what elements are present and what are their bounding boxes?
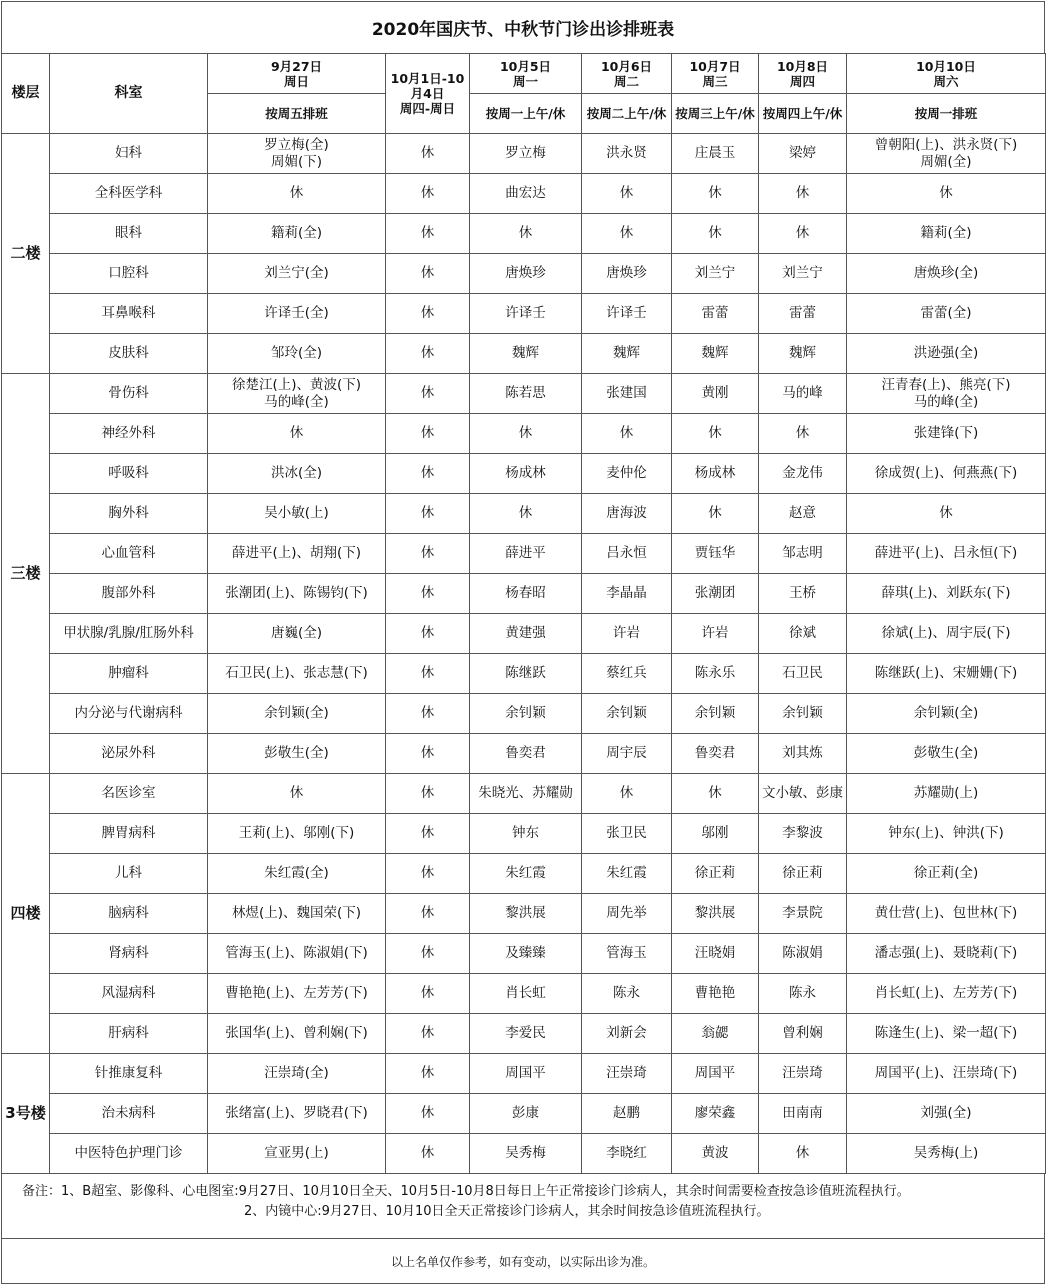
schedule-cell: 管海玉(上)、陈淑娟(下) [208,934,386,974]
schedule-cell: 石卫民 [759,654,847,694]
table-row [2,574,1046,614]
schedule-cell: 休 [386,494,470,534]
schedule-cell: 休 [386,654,470,694]
schedule-cell: 雷蕾 [672,294,759,334]
schedule-cell: 休 [672,774,759,814]
header-weekday: 周二 [613,73,639,89]
table-row [2,1094,1046,1134]
schedule-cell: 唐焕珍(全) [847,254,1046,294]
schedule-cell: 休 [759,174,847,214]
schedule-cell: 彭康 [470,1094,582,1134]
schedule-cell: 黄刚 [672,374,759,414]
schedule-cell: 张建锋(下) [847,414,1046,454]
schedule-cell: 休 [470,214,582,254]
schedule-cell: 汪晓娟 [672,934,759,974]
schedule-cell: 王桥 [759,574,847,614]
schedule-cell: 吴秀梅 [470,1134,582,1174]
header-date: 9月27日 [270,58,323,74]
table-row [2,814,1046,854]
floor-label: 3号楼 [2,1054,50,1174]
schedule-cell: 朱红霞(全) [208,854,386,894]
floor-label: 二楼 [2,134,50,374]
header-weekday: 周四-周日 [399,101,456,116]
schedule-cell: 休 [386,814,470,854]
schedule-cell: 朱晓光、苏耀勋 [470,774,582,814]
schedule-cell: 薛琪(上)、刘跃东(下) [847,574,1046,614]
header-date: 10月8日 [776,58,829,74]
schedule-cell: 张建国 [582,374,672,414]
header-col-6 [847,54,1046,94]
table-row [2,654,1046,694]
schedule-sheet [1,1,1045,1284]
schedule-cell: 张国华(上)、曾利娴(下) [208,1014,386,1054]
dept-name: 脾胃病科 [50,814,208,854]
schedule-cell: 休 [672,414,759,454]
schedule-cell: 休 [386,734,470,774]
header-weekday: 周六 [933,73,959,89]
dept-name: 呼吸科 [50,454,208,494]
dept-name: 口腔科 [50,254,208,294]
schedule-cell: 徐楚江(上)、黄波(下) 马的峰(全) [208,374,386,414]
schedule-cell: 张卫民 [582,814,672,854]
table-row [2,1134,1046,1174]
header-date: 10月6日 [600,58,653,74]
schedule-cell: 曾利娴 [759,1014,847,1054]
schedule-cell: 休 [470,414,582,454]
schedule-cell: 肖长虹(上)、左芳芳(下) [847,974,1046,1014]
schedule-cell: 赵鹏 [582,1094,672,1134]
schedule-cell: 陈永乐 [672,654,759,694]
schedule-cell: 徐成贺(上)、何燕燕(下) [847,454,1046,494]
schedule-cell: 陈继跃 [470,654,582,694]
schedule-cell: 潘志强(上)、聂晓莉(下) [847,934,1046,974]
schedule-cell: 休 [847,174,1046,214]
schedule-cell: 刘兰宁(全) [208,254,386,294]
dept-name: 风湿病科 [50,974,208,1014]
dept-name: 腹部外科 [50,574,208,614]
schedule-cell: 林煜(上)、魏国荣(下) [208,894,386,934]
schedule-cell: 蔡红兵 [582,654,672,694]
schedule-cell: 休 [386,454,470,494]
schedule-cell: 朱红霞 [470,854,582,894]
schedule-cell: 麦仲伦 [582,454,672,494]
schedule-cell: 籍莉(全) [208,214,386,254]
header-note: 按周三上午/休 [672,94,759,134]
schedule-cell: 李景院 [759,894,847,934]
table-row [2,214,1046,254]
table-row [2,694,1046,734]
schedule-cell: 休 [208,774,386,814]
header-dept: 科室 [50,54,208,134]
schedule-cell: 徐正莉 [759,854,847,894]
header-date: 10月7日 [689,58,741,74]
table-row [2,334,1046,374]
schedule-cell: 雷蕾(全) [847,294,1046,334]
schedule-cell: 曲宏达 [470,174,582,214]
table-row [2,894,1046,934]
schedule-cell: 休 [386,214,470,254]
schedule-cell: 陈永 [582,974,672,1014]
schedule-cell: 唐焕珍 [582,254,672,294]
schedule-cell: 苏耀勋(上) [847,774,1046,814]
header-weekday: 周四 [789,73,815,89]
header-note: 按周二上午/休 [582,94,672,134]
schedule-cell: 黎洪展 [672,894,759,934]
dept-name: 胸外科 [50,494,208,534]
schedule-cell: 罗立梅 [470,134,582,174]
dept-name: 皮肤科 [50,334,208,374]
schedule-cell: 休 [386,254,470,294]
schedule-cell: 周先举 [582,894,672,934]
schedule-cell: 休 [386,334,470,374]
table-row [2,134,1046,174]
schedule-cell: 汪崇琦 [759,1054,847,1094]
table-row [2,734,1046,774]
schedule-cell: 洪逊强(全) [847,334,1046,374]
header-date: 10月5日 [499,58,552,74]
schedule-cell: 休 [759,414,847,454]
schedule-cell: 吴秀梅(上) [847,1134,1046,1174]
schedule-cell: 王莉(上)、邬刚(下) [208,814,386,854]
header-col-1 [386,54,470,134]
header-col-3 [582,54,672,94]
schedule-cell: 周宇辰 [582,734,672,774]
schedule-cell: 周国平(上)、汪崇琦(下) [847,1054,1046,1094]
dept-name: 耳鼻喉科 [50,294,208,334]
schedule-cell: 休 [386,134,470,174]
table-row [2,534,1046,574]
schedule-cell: 钟东 [470,814,582,854]
header-col-4 [672,54,759,94]
schedule-cell: 周国平 [672,1054,759,1094]
schedule-cell: 鲁奕君 [672,734,759,774]
schedule-cell: 黄波 [672,1134,759,1174]
schedule-cell: 余钊颖(全) [847,694,1046,734]
schedule-cell: 薛进平(上)、胡翔(下) [208,534,386,574]
schedule-cell: 汪崇琦(全) [208,1054,386,1094]
schedule-cell: 杨春昭 [470,574,582,614]
schedule-cell: 休 [386,534,470,574]
dept-name: 肝病科 [50,1014,208,1054]
schedule-cell: 休 [386,374,470,414]
table-row [2,174,1046,214]
schedule-cell: 休 [386,1054,470,1094]
table-row [2,854,1046,894]
schedule-cell: 徐斌(上)、周宇辰(下) [847,614,1046,654]
schedule-cell: 休 [386,934,470,974]
schedule-cell: 肖长虹 [470,974,582,1014]
header-note: 按周五排班 [208,94,386,134]
schedule-cell: 唐巍(全) [208,614,386,654]
schedule-cell: 许译壬(全) [208,294,386,334]
table-row [2,934,1046,974]
schedule-cell: 休 [672,214,759,254]
schedule-cell: 休 [386,1014,470,1054]
schedule-cell: 休 [386,174,470,214]
table-row [2,494,1046,534]
schedule-cell: 余钊颖 [582,694,672,734]
schedule-cell: 余钊颖 [672,694,759,734]
schedule-cell: 洪永贤 [582,134,672,174]
schedule-cell: 庄晨玉 [672,134,759,174]
header-date: 10月1日-10月4日 [390,71,465,101]
schedule-cell: 魏辉 [470,334,582,374]
header-weekday: 周三 [702,73,728,89]
schedule-cell: 钟东(上)、钟洪(下) [847,814,1046,854]
schedule-cell: 黄建强 [470,614,582,654]
schedule-cell: 休 [386,774,470,814]
schedule-cell: 彭敬生(全) [208,734,386,774]
schedule-cell: 杨成林 [672,454,759,494]
schedule-cell: 休 [386,294,470,334]
schedule-cell: 余钊颖 [759,694,847,734]
schedule-cell: 余钊颖(全) [208,694,386,734]
schedule-cell: 薛进平(上)、吕永恒(下) [847,534,1046,574]
note-1: 备注：1、B超室、影像科、心电图室:9月27日、10月10日全天、10月5日-10月8日每日上午正常接诊门诊病人，其余时间需要检查按急诊值班流程执行。 [22,1184,910,1199]
table-row [2,1054,1046,1094]
schedule-cell: 汪青春(上)、熊亮(下) 马的峰(全) [847,374,1046,414]
header-note: 按周四上午/休 [759,94,847,134]
schedule-cell: 休 [208,414,386,454]
schedule-cell: 周国平 [470,1054,582,1094]
schedule-cell: 黎洪展 [470,894,582,934]
schedule-cell: 宣亚男(上) [208,1134,386,1174]
dept-name: 眼科 [50,214,208,254]
schedule-cell: 马的峰 [759,374,847,414]
floor-label: 四楼 [2,774,50,1054]
schedule-cell: 余钊颖 [470,694,582,734]
header-note: 按周一上午/休 [470,94,582,134]
schedule-cell: 徐正莉 [672,854,759,894]
table-row [2,374,1046,414]
schedule-cell: 黄仕营(上)、包世林(下) [847,894,1046,934]
schedule-cell: 翁勰 [672,1014,759,1054]
schedule-cell: 梁婷 [759,134,847,174]
schedule-cell: 田南南 [759,1094,847,1134]
schedule-cell: 休 [672,174,759,214]
schedule-cell: 罗立梅(全) 周媚(下) [208,134,386,174]
schedule-cell: 休 [386,574,470,614]
schedule-cell: 魏辉 [672,334,759,374]
header-col-2 [470,54,582,94]
dept-name: 肾病科 [50,934,208,974]
schedule-cell: 汪崇琦 [582,1054,672,1094]
schedule-cell: 张潮团(上)、陈锡钧(下) [208,574,386,614]
schedule-cell: 邹玲(全) [208,334,386,374]
header-weekday: 周一 [512,73,538,89]
dept-name: 脑病科 [50,894,208,934]
schedule-cell: 籍莉(全) [847,214,1046,254]
table-row [2,974,1046,1014]
table-row [2,294,1046,334]
schedule-cell: 唐焕珍 [470,254,582,294]
schedule-cell: 金龙伟 [759,454,847,494]
schedule-cell: 许译壬 [470,294,582,334]
schedule-cell: 李晓红 [582,1134,672,1174]
schedule-cell: 陈若思 [470,374,582,414]
schedule-cell: 曹艳艳 [672,974,759,1014]
table-row [2,414,1046,454]
schedule-cell: 陈逢生(上)、梁一超(下) [847,1014,1046,1054]
schedule-cell: 休 [759,1134,847,1174]
schedule-cell: 休 [582,174,672,214]
schedule-cell: 雷蕾 [759,294,847,334]
schedule-cell: 休 [386,414,470,454]
schedule-cell: 休 [582,214,672,254]
schedule-cell: 许岩 [672,614,759,654]
dept-name: 神经外科 [50,414,208,454]
schedule-cell: 及臻臻 [470,934,582,974]
dept-name: 儿科 [50,854,208,894]
schedule-cell: 贾钰华 [672,534,759,574]
dept-name: 中医特色护理门诊 [50,1134,208,1174]
schedule-cell: 休 [470,494,582,534]
dept-name: 针推康复科 [50,1054,208,1094]
schedule-cell: 唐海波 [582,494,672,534]
page-title: 2020年国庆节、中秋节门诊出诊排班表 [1,1,1045,53]
schedule-cell: 许译壬 [582,294,672,334]
schedule-cell: 徐正莉(全) [847,854,1046,894]
schedule-cell: 吕永恒 [582,534,672,574]
notes [1,1174,1045,1239]
table-row [2,254,1046,294]
dept-name: 泌尿外科 [50,734,208,774]
schedule-cell: 魏辉 [759,334,847,374]
footer-disclaimer: 以上名单仅作参考，如有变动，以实际出诊为准。 [1,1239,1045,1284]
schedule-cell: 休 [386,894,470,934]
table-row [2,774,1046,814]
table-row [2,454,1046,494]
header-weekday: 周日 [283,73,309,89]
schedule-cell: 刘兰宁 [672,254,759,294]
schedule-cell: 休 [386,1094,470,1134]
schedule-cell: 朱红霞 [582,854,672,894]
header-col-5 [759,54,847,94]
schedule-cell: 张绪富(上)、罗晓君(下) [208,1094,386,1134]
schedule-cell: 李黎波 [759,814,847,854]
schedule-cell: 陈永 [759,974,847,1014]
schedule-cell: 休 [386,1134,470,1174]
schedule-cell: 李爱民 [470,1014,582,1054]
schedule-cell: 彭敬生(全) [847,734,1046,774]
dept-name: 心血管科 [50,534,208,574]
schedule-cell: 赵意 [759,494,847,534]
header-col-0 [208,54,386,94]
table-row [2,1014,1046,1054]
schedule-cell: 吴小敏(上) [208,494,386,534]
schedule-cell: 刘其炼 [759,734,847,774]
schedule-cell: 刘新会 [582,1014,672,1054]
schedule-cell: 廖荣鑫 [672,1094,759,1134]
schedule-cell: 杨成林 [470,454,582,494]
schedule-cell: 休 [386,974,470,1014]
schedule-cell: 邬刚 [672,814,759,854]
schedule-cell: 洪冰(全) [208,454,386,494]
table-row [2,614,1046,654]
schedule-cell: 休 [759,214,847,254]
header-note: 按周一排班 [847,94,1046,134]
schedule-cell: 石卫民(上)、张志慧(下) [208,654,386,694]
schedule-cell: 休 [847,494,1046,534]
schedule-cell: 休 [386,614,470,654]
schedule-cell: 邹志明 [759,534,847,574]
dept-name: 全科医学科 [50,174,208,214]
schedule-cell: 休 [672,494,759,534]
schedule-cell: 休 [582,774,672,814]
schedule-cell: 管海玉 [582,934,672,974]
schedule-cell: 刘强(全) [847,1094,1046,1134]
schedule-cell: 李晶晶 [582,574,672,614]
schedule-cell: 徐斌 [759,614,847,654]
schedule-cell: 曾朝阳(上)、洪永贤(下) 周媚(全) [847,134,1046,174]
schedule-cell: 休 [582,414,672,454]
dept-name: 甲状腺/乳腺/肛肠外科 [50,614,208,654]
dept-name: 内分泌与代谢病科 [50,694,208,734]
schedule-cell: 张潮团 [672,574,759,614]
floor-label: 三楼 [2,374,50,774]
schedule-cell: 陈淑娟 [759,934,847,974]
schedule-cell: 休 [386,694,470,734]
schedule-table [1,53,1046,1174]
note-2: 2、内镜中心:9月27日、10月10日全天正常接诊门诊病人，其余时间按急诊值班流程执行。 [244,1204,770,1219]
dept-name: 肿瘤科 [50,654,208,694]
schedule-cell: 刘兰宁 [759,254,847,294]
schedule-cell: 陈继跃(上)、宋姗姗(下) [847,654,1046,694]
dept-name: 名医诊室 [50,774,208,814]
schedule-cell: 许岩 [582,614,672,654]
dept-name: 妇科 [50,134,208,174]
schedule-cell: 薛进平 [470,534,582,574]
schedule-cell: 休 [386,854,470,894]
schedule-cell: 文小敏、彭康 [759,774,847,814]
dept-name: 治未病科 [50,1094,208,1134]
schedule-cell: 鲁奕君 [470,734,582,774]
dept-name: 骨伤科 [50,374,208,414]
schedule-cell: 休 [208,174,386,214]
header-date: 10月10日 [916,58,976,74]
header-floor: 楼层 [2,54,50,134]
schedule-cell: 曹艳艳(上)、左芳芳(下) [208,974,386,1014]
schedule-cell: 魏辉 [582,334,672,374]
